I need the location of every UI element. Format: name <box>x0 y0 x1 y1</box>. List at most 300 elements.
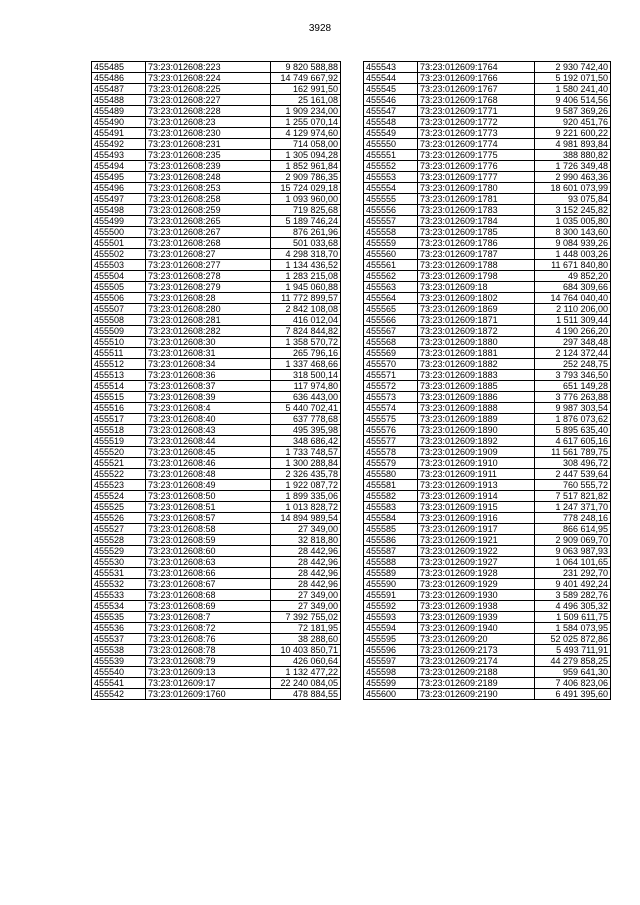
record-number-cell: 455495 <box>92 172 146 183</box>
cadastral-value-cell: 1 922 087,72 <box>271 480 341 491</box>
cadastral-number-cell: 73:23:012609:1784 <box>418 216 535 227</box>
cadastral-value-cell: 416 012,04 <box>271 315 341 326</box>
cadastral-value-cell: 252 248,75 <box>535 359 611 370</box>
cadastral-number-cell: 73:23:012609:1883 <box>418 370 535 381</box>
table-row <box>364 425 611 436</box>
cadastral-value-cell: 1 726 349,48 <box>535 161 611 172</box>
cadastral-number-cell: 73:23:012608:67 <box>146 579 271 590</box>
table-row <box>364 469 611 480</box>
cadastral-number-cell: 73:23:012609:1916 <box>418 513 535 524</box>
cadastral-number-cell: 73:23:012609:2174 <box>418 656 535 667</box>
record-number-cell: 455600 <box>364 689 418 700</box>
cadastral-number-cell: 73:23:012608:267 <box>146 227 271 238</box>
cadastral-number-cell: 73:23:012609:1881 <box>418 348 535 359</box>
table-row <box>92 117 341 128</box>
table-row <box>364 337 611 348</box>
table-row <box>92 293 341 304</box>
cadastral-number-cell: 73:23:012609:1871 <box>418 315 535 326</box>
cadastral-number-cell: 73:23:012608:282 <box>146 326 271 337</box>
cadastral-value-cell: 719 825,68 <box>271 205 341 216</box>
cadastral-value-cell: 9 587 369,26 <box>535 106 611 117</box>
table-row <box>364 458 611 469</box>
table-row <box>364 117 611 128</box>
cadastral-value-cell: 2 930 742,40 <box>535 62 611 73</box>
table-row <box>364 293 611 304</box>
record-number-cell: 455560 <box>364 249 418 260</box>
cadastral-number-cell: 73:23:012609:1783 <box>418 205 535 216</box>
record-number-cell: 455551 <box>364 150 418 161</box>
cadastral-number-cell: 73:23:012609:1768 <box>418 95 535 106</box>
record-number-cell: 455494 <box>92 161 146 172</box>
record-number-cell: 455541 <box>92 678 146 689</box>
cadastral-number-cell: 73:23:012609:1775 <box>418 150 535 161</box>
table-row <box>92 513 341 524</box>
cadastral-number-cell: 73:23:012608:7 <box>146 612 271 623</box>
cadastral-number-cell: 73:23:012609:17 <box>146 678 271 689</box>
table-row <box>92 656 341 667</box>
record-number-cell: 455566 <box>364 315 418 326</box>
cadastral-value-cell: 1 358 570,72 <box>271 337 341 348</box>
cadastral-value-cell: 1 876 073,62 <box>535 414 611 425</box>
cadastral-number-cell: 73:23:012609:1929 <box>418 579 535 590</box>
cadastral-number-cell: 73:23:012609:1921 <box>418 535 535 546</box>
table-row <box>364 678 611 689</box>
table-row <box>92 491 341 502</box>
cadastral-value-cell: 22 240 084,05 <box>271 678 341 689</box>
record-number-cell: 455547 <box>364 106 418 117</box>
cadastral-number-cell: 73:23:012608:27 <box>146 249 271 260</box>
table-row <box>364 590 611 601</box>
cadastral-value-cell: 7 406 823,06 <box>535 678 611 689</box>
record-number-cell: 455548 <box>364 117 418 128</box>
table-row <box>92 194 341 205</box>
cadastral-value-cell: 2 909 069,70 <box>535 535 611 546</box>
cadastral-number-cell: 73:23:012609:1880 <box>418 337 535 348</box>
cadastral-number-cell: 73:23:012609:1889 <box>418 414 535 425</box>
record-number-cell: 455488 <box>92 95 146 106</box>
cadastral-value-cell: 27 349,00 <box>271 590 341 601</box>
record-number-cell: 455563 <box>364 282 418 293</box>
table-row <box>364 546 611 557</box>
cadastral-number-cell: 73:23:012608:228 <box>146 106 271 117</box>
cadastral-number-cell: 73:23:012608:4 <box>146 403 271 414</box>
cadastral-value-cell: 714 058,00 <box>271 139 341 150</box>
table-row <box>92 414 341 425</box>
record-number-cell: 455583 <box>364 502 418 513</box>
cadastral-number-cell: 73:23:012608:277 <box>146 260 271 271</box>
record-number-cell: 455503 <box>92 260 146 271</box>
record-number-cell: 455529 <box>92 546 146 557</box>
cadastral-number-cell: 73:23:012608:69 <box>146 601 271 612</box>
table-row <box>92 469 341 480</box>
cadastral-value-cell: 1 093 960,00 <box>271 194 341 205</box>
cadastral-number-cell: 73:23:012608:44 <box>146 436 271 447</box>
table-row <box>364 128 611 139</box>
table-row <box>92 260 341 271</box>
record-number-cell: 455486 <box>92 73 146 84</box>
table-row <box>364 513 611 524</box>
registry-table-left <box>91 61 341 700</box>
cadastral-number-cell: 73:23:012609:2190 <box>418 689 535 700</box>
table-row <box>92 282 341 293</box>
record-number-cell: 455501 <box>92 238 146 249</box>
cadastral-number-cell: 73:23:012608:30 <box>146 337 271 348</box>
cadastral-value-cell: 6 491 395,60 <box>535 689 611 700</box>
cadastral-value-cell: 32 818,80 <box>271 535 341 546</box>
record-number-cell: 455578 <box>364 447 418 458</box>
cadastral-value-cell: 28 442,96 <box>271 557 341 568</box>
record-number-cell: 455567 <box>364 326 418 337</box>
cadastral-number-cell: 73:23:012609:1774 <box>418 139 535 150</box>
cadastral-number-cell: 73:23:012609:1910 <box>418 458 535 469</box>
table-row <box>364 216 611 227</box>
cadastral-value-cell: 44 279 858,25 <box>535 656 611 667</box>
record-number-cell: 455525 <box>92 502 146 513</box>
table-row <box>364 612 611 623</box>
cadastral-number-cell: 73:23:012609:1776 <box>418 161 535 172</box>
cadastral-value-cell: 11 772 899,57 <box>271 293 341 304</box>
table-row <box>92 623 341 634</box>
record-number-cell: 455514 <box>92 381 146 392</box>
record-number-cell: 455568 <box>364 337 418 348</box>
record-number-cell: 455487 <box>92 84 146 95</box>
cadastral-value-cell: 7 392 755,02 <box>271 612 341 623</box>
table-row <box>92 524 341 535</box>
cadastral-number-cell: 73:23:012609:1760 <box>146 689 271 700</box>
cadastral-value-cell: 1 255 070,14 <box>271 117 341 128</box>
cadastral-value-cell: 10 403 850,71 <box>271 645 341 656</box>
record-number-cell: 455542 <box>92 689 146 700</box>
cadastral-value-cell: 28 442,96 <box>271 579 341 590</box>
record-number-cell: 455530 <box>92 557 146 568</box>
cadastral-value-cell: 426 060,64 <box>271 656 341 667</box>
cadastral-number-cell: 73:23:012608:248 <box>146 172 271 183</box>
record-number-cell: 455556 <box>364 205 418 216</box>
cadastral-number-cell: 73:23:012608:63 <box>146 557 271 568</box>
record-number-cell: 455537 <box>92 634 146 645</box>
cadastral-value-cell: 2 990 463,36 <box>535 172 611 183</box>
table-row <box>364 150 611 161</box>
cadastral-value-cell: 1 134 436,52 <box>271 260 341 271</box>
table-row <box>92 480 341 491</box>
table-row <box>364 403 611 414</box>
table-row <box>364 95 611 106</box>
cadastral-value-cell: 72 181,95 <box>271 623 341 634</box>
record-number-cell: 455552 <box>364 161 418 172</box>
table-row <box>364 161 611 172</box>
table-row <box>364 502 611 513</box>
table-row <box>92 161 341 172</box>
record-number-cell: 455599 <box>364 678 418 689</box>
table-row <box>92 447 341 458</box>
cadastral-value-cell: 27 349,00 <box>271 524 341 535</box>
record-number-cell: 455497 <box>92 194 146 205</box>
table-row <box>364 205 611 216</box>
cadastral-value-cell: 5 189 746,24 <box>271 216 341 227</box>
table-row <box>92 238 341 249</box>
cadastral-number-cell: 73:23:012609:1917 <box>418 524 535 535</box>
cadastral-number-cell: 73:23:012608:28 <box>146 293 271 304</box>
table-row <box>364 227 611 238</box>
cadastral-value-cell: 4 298 318,70 <box>271 249 341 260</box>
cadastral-value-cell: 25 161,08 <box>271 95 341 106</box>
cadastral-value-cell: 3 793 346,50 <box>535 370 611 381</box>
record-number-cell: 455526 <box>92 513 146 524</box>
record-number-cell: 455506 <box>92 293 146 304</box>
table-row <box>92 678 341 689</box>
cadastral-number-cell: 73:23:012608:79 <box>146 656 271 667</box>
record-number-cell: 455510 <box>92 337 146 348</box>
record-number-cell: 455527 <box>92 524 146 535</box>
record-number-cell: 455555 <box>364 194 418 205</box>
cadastral-number-cell: 73:23:012609:13 <box>146 667 271 678</box>
table-row <box>92 425 341 436</box>
table-row <box>364 194 611 205</box>
cadastral-value-cell: 4 129 974,60 <box>271 128 341 139</box>
table-row <box>364 106 611 117</box>
cadastral-number-cell: 73:23:012608:279 <box>146 282 271 293</box>
cadastral-number-cell: 73:23:012609:1940 <box>418 623 535 634</box>
cadastral-number-cell: 73:23:012609:1869 <box>418 304 535 315</box>
cadastral-value-cell: 38 288,60 <box>271 634 341 645</box>
record-number-cell: 455557 <box>364 216 418 227</box>
table-row <box>92 216 341 227</box>
record-number-cell: 455554 <box>364 183 418 194</box>
table-row <box>364 535 611 546</box>
record-number-cell: 455511 <box>92 348 146 359</box>
table-row <box>92 172 341 183</box>
table-row <box>92 249 341 260</box>
table-row <box>364 436 611 447</box>
table-row <box>364 524 611 535</box>
record-number-cell: 455585 <box>364 524 418 535</box>
table-row <box>364 392 611 403</box>
table-row <box>364 370 611 381</box>
table-row <box>92 95 341 106</box>
cadastral-number-cell: 73:23:012609:1786 <box>418 238 535 249</box>
cadastral-value-cell: 1 300 288,84 <box>271 458 341 469</box>
table-row <box>92 568 341 579</box>
cadastral-number-cell: 73:23:012608:258 <box>146 194 271 205</box>
cadastral-number-cell: 73:23:012608:58 <box>146 524 271 535</box>
table-row <box>364 645 611 656</box>
record-number-cell: 455584 <box>364 513 418 524</box>
table-row <box>364 557 611 568</box>
cadastral-number-cell: 73:23:012609:1882 <box>418 359 535 370</box>
cadastral-value-cell: 14 894 989,54 <box>271 513 341 524</box>
record-number-cell: 455493 <box>92 150 146 161</box>
cadastral-value-cell: 1 337 468,66 <box>271 359 341 370</box>
table-row <box>92 205 341 216</box>
table-row <box>364 568 611 579</box>
table-row <box>364 139 611 150</box>
table-row <box>364 238 611 249</box>
cadastral-number-cell: 73:23:012608:278 <box>146 271 271 282</box>
cadastral-value-cell: 876 261,96 <box>271 227 341 238</box>
record-number-cell: 455565 <box>364 304 418 315</box>
record-number-cell: 455569 <box>364 348 418 359</box>
cadastral-number-cell: 73:23:012609:1930 <box>418 590 535 601</box>
cadastral-value-cell: 2 842 108,08 <box>271 304 341 315</box>
cadastral-number-cell: 73:23:012608:268 <box>146 238 271 249</box>
cadastral-number-cell: 73:23:012608:37 <box>146 381 271 392</box>
record-number-cell: 455594 <box>364 623 418 634</box>
table-row <box>92 128 341 139</box>
record-number-cell: 455589 <box>364 568 418 579</box>
table-row <box>364 667 611 678</box>
record-number-cell: 455574 <box>364 403 418 414</box>
cadastral-number-cell: 73:23:012609:1939 <box>418 612 535 623</box>
cadastral-number-cell: 73:23:012608:265 <box>146 216 271 227</box>
cadastral-value-cell: 162 991,50 <box>271 84 341 95</box>
cadastral-number-cell: 73:23:012608:39 <box>146 392 271 403</box>
cadastral-number-cell: 73:23:012609:1890 <box>418 425 535 436</box>
table-row <box>92 392 341 403</box>
cadastral-value-cell: 5 895 635,40 <box>535 425 611 436</box>
table-row <box>92 601 341 612</box>
cadastral-value-cell: 4 190 266,20 <box>535 326 611 337</box>
cadastral-value-cell: 308 496,72 <box>535 458 611 469</box>
cadastral-value-cell: 5 493 711,91 <box>535 645 611 656</box>
record-number-cell: 455496 <box>92 183 146 194</box>
table-row <box>364 84 611 95</box>
cadastral-number-cell: 73:23:012609:1781 <box>418 194 535 205</box>
table-row <box>364 601 611 612</box>
cadastral-number-cell: 73:23:012609:20 <box>418 634 535 645</box>
cadastral-value-cell: 348 686,42 <box>271 436 341 447</box>
record-number-cell: 455498 <box>92 205 146 216</box>
cadastral-number-cell: 73:23:012608:231 <box>146 139 271 150</box>
table-row <box>92 634 341 645</box>
record-number-cell: 455540 <box>92 667 146 678</box>
cadastral-number-cell: 73:23:012609:1771 <box>418 106 535 117</box>
record-number-cell: 455512 <box>92 359 146 370</box>
record-number-cell: 455485 <box>92 62 146 73</box>
cadastral-number-cell: 73:23:012609:1802 <box>418 293 535 304</box>
cadastral-value-cell: 760 555,72 <box>535 480 611 491</box>
cadastral-value-cell: 318 500,14 <box>271 370 341 381</box>
table-row <box>92 84 341 95</box>
cadastral-value-cell: 9 401 492,24 <box>535 579 611 590</box>
record-number-cell: 455538 <box>92 645 146 656</box>
cadastral-value-cell: 4 981 893,84 <box>535 139 611 150</box>
cadastral-value-cell: 2 909 786,35 <box>271 172 341 183</box>
cadastral-value-cell: 49 852,20 <box>535 271 611 282</box>
cadastral-value-cell: 231 292,70 <box>535 568 611 579</box>
table-row <box>364 689 611 700</box>
record-number-cell: 455544 <box>364 73 418 84</box>
cadastral-number-cell: 73:23:012608:66 <box>146 568 271 579</box>
cadastral-value-cell: 478 884,55 <box>271 689 341 700</box>
cadastral-value-cell: 2 110 206,00 <box>535 304 611 315</box>
record-number-cell: 455534 <box>92 601 146 612</box>
record-number-cell: 455597 <box>364 656 418 667</box>
table-row <box>364 480 611 491</box>
cadastral-value-cell: 14 749 667,92 <box>271 73 341 84</box>
record-number-cell: 455564 <box>364 293 418 304</box>
cadastral-number-cell: 73:23:012609:1938 <box>418 601 535 612</box>
record-number-cell: 455519 <box>92 436 146 447</box>
record-number-cell: 455531 <box>92 568 146 579</box>
cadastral-number-cell: 73:23:012609:1915 <box>418 502 535 513</box>
record-number-cell: 455521 <box>92 458 146 469</box>
cadastral-number-cell: 73:23:012608:72 <box>146 623 271 634</box>
cadastral-number-cell: 73:23:012608:45 <box>146 447 271 458</box>
record-number-cell: 455522 <box>92 469 146 480</box>
record-number-cell: 455515 <box>92 392 146 403</box>
cadastral-value-cell: 684 309,66 <box>535 282 611 293</box>
cadastral-value-cell: 9 221 600,22 <box>535 128 611 139</box>
record-number-cell: 455588 <box>364 557 418 568</box>
cadastral-number-cell: 73:23:012608:60 <box>146 546 271 557</box>
cadastral-value-cell: 1 305 094,28 <box>271 150 341 161</box>
cadastral-value-cell: 4 496 305,32 <box>535 601 611 612</box>
record-number-cell: 455598 <box>364 667 418 678</box>
cadastral-value-cell: 5 440 702,41 <box>271 403 341 414</box>
table-row <box>92 73 341 84</box>
cadastral-value-cell: 495 395,98 <box>271 425 341 436</box>
record-number-cell: 455524 <box>92 491 146 502</box>
cadastral-value-cell: 920 451,76 <box>535 117 611 128</box>
cadastral-number-cell: 73:23:012609:1788 <box>418 260 535 271</box>
record-number-cell: 455543 <box>364 62 418 73</box>
record-number-cell: 455587 <box>364 546 418 557</box>
table-row <box>92 689 341 700</box>
cadastral-value-cell: 778 248,16 <box>535 513 611 524</box>
record-number-cell: 455595 <box>364 634 418 645</box>
record-number-cell: 455523 <box>92 480 146 491</box>
cadastral-number-cell: 73:23:012609:18 <box>418 282 535 293</box>
record-number-cell: 455558 <box>364 227 418 238</box>
cadastral-value-cell: 1 247 371,70 <box>535 502 611 513</box>
record-number-cell: 455593 <box>364 612 418 623</box>
cadastral-number-cell: 73:23:012609:1914 <box>418 491 535 502</box>
cadastral-number-cell: 73:23:012608:36 <box>146 370 271 381</box>
table-row <box>364 491 611 502</box>
record-number-cell: 455580 <box>364 469 418 480</box>
table-row <box>364 623 611 634</box>
cadastral-number-cell: 73:23:012608:230 <box>146 128 271 139</box>
cadastral-value-cell: 1 283 215,08 <box>271 271 341 282</box>
record-number-cell: 455572 <box>364 381 418 392</box>
table-row <box>364 348 611 359</box>
cadastral-value-cell: 3 152 245,82 <box>535 205 611 216</box>
cadastral-number-cell: 73:23:012608:48 <box>146 469 271 480</box>
cadastral-value-cell: 28 442,96 <box>271 546 341 557</box>
cadastral-number-cell: 73:23:012609:2188 <box>418 667 535 678</box>
record-number-cell: 455559 <box>364 238 418 249</box>
cadastral-value-cell: 1 064 101,65 <box>535 557 611 568</box>
cadastral-number-cell: 73:23:012609:1892 <box>418 436 535 447</box>
record-number-cell: 455591 <box>364 590 418 601</box>
table-row <box>92 139 341 150</box>
cadastral-number-cell: 73:23:012608:78 <box>146 645 271 656</box>
table-row <box>92 458 341 469</box>
record-number-cell: 455573 <box>364 392 418 403</box>
cadastral-number-cell: 73:23:012608:40 <box>146 414 271 425</box>
cadastral-value-cell: 9 987 303,54 <box>535 403 611 414</box>
cadastral-value-cell: 9 820 588,88 <box>271 62 341 73</box>
cadastral-number-cell: 73:23:012609:1872 <box>418 326 535 337</box>
table-row <box>92 370 341 381</box>
table-row <box>92 667 341 678</box>
record-number-cell: 455581 <box>364 480 418 491</box>
cadastral-number-cell: 73:23:012608:68 <box>146 590 271 601</box>
page-number: 3928 <box>308 23 332 34</box>
record-number-cell: 455590 <box>364 579 418 590</box>
table-row <box>364 260 611 271</box>
table-row <box>92 557 341 568</box>
